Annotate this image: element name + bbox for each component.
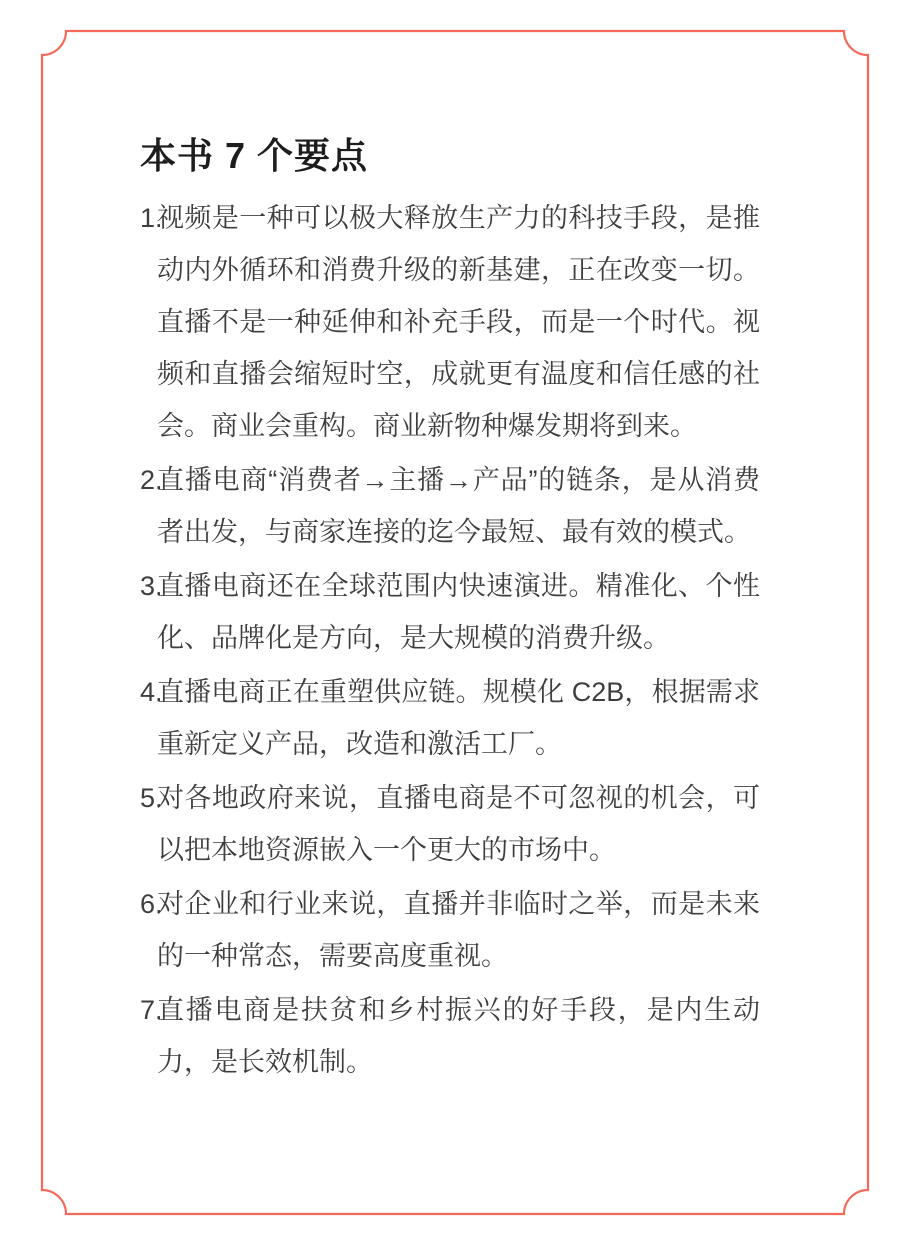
list-item	[140, 192, 760, 452]
page-title: 本书 7 个要点	[140, 135, 369, 176]
list-item-number: 3.	[140, 571, 163, 601]
list-item	[140, 666, 760, 770]
list-item	[140, 772, 760, 876]
list-item-text: 对各地政府来说，直播电商是不可忽视的机会，可以把本地资源嵌入一个更大的市场中。	[157, 783, 760, 865]
list-item	[140, 878, 760, 982]
key-points-list	[140, 192, 760, 1088]
list-item-number: 7.	[140, 995, 163, 1025]
list-item-text: 直播电商还在全球范围内快速演进。精准化、个性化、品牌化是方向，是大规模的消费升级。	[157, 571, 760, 653]
list-item	[140, 454, 760, 558]
list-item-number: 1.	[140, 203, 163, 233]
list-item-text: 视频是一种可以极大释放生产力的科技手段，是推动内外循环和消费升级的新基建，正在改变一切。直播不是一种延伸和补充手段，而是一个时代。视频和直播会缩短时空，成就更有温度和信任感的社会。商业会重构。商业新物种爆发期将到来。	[157, 203, 760, 441]
page-content	[140, 134, 760, 1090]
list-item	[140, 984, 760, 1088]
list-item-number: 2.	[140, 465, 163, 495]
list-item-text: 直播电商正在重塑供应链。规模化 C2B，根据需求重新定义产品，改造和激活工厂。	[157, 677, 760, 759]
list-item-number: 4.	[140, 677, 163, 707]
list-item-text: 直播电商“消费者→主播→产品”的链条，是从消费者出发，与商家连接的迄今最短、最有效的模式。	[157, 465, 760, 547]
list-item-text: 直播电商是扶贫和乡村振兴的好手段，是内生动力，是长效机制。	[157, 995, 760, 1077]
list-item-number: 5.	[140, 783, 163, 813]
list-item	[140, 560, 760, 664]
list-item-number: 6.	[140, 889, 163, 919]
list-item-text: 对企业和行业来说，直播并非临时之举，而是未来的一种常态，需要高度重视。	[157, 889, 760, 971]
